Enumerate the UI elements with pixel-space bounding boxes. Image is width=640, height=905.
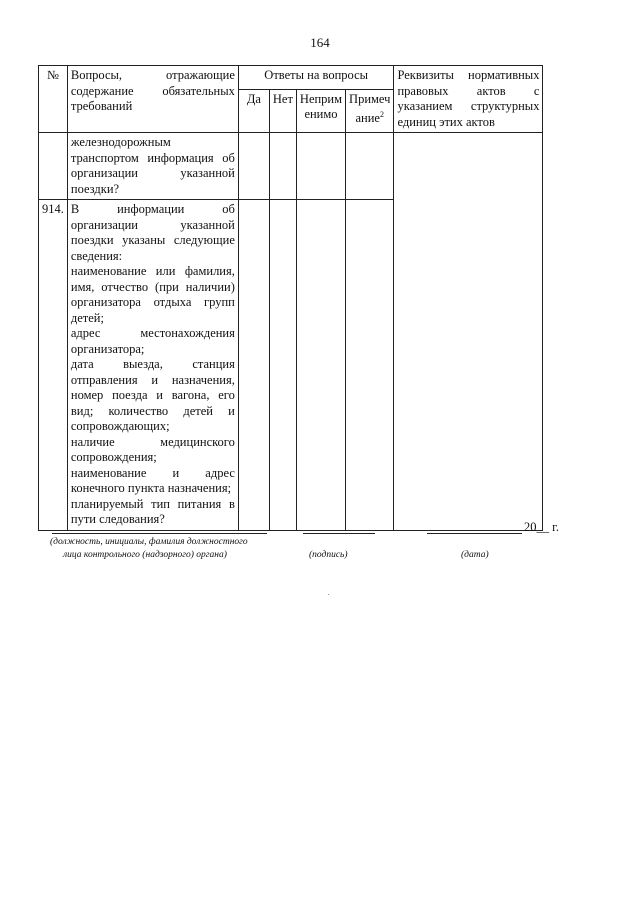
header-note bbox=[346, 89, 394, 132]
checklist-table bbox=[38, 65, 543, 531]
header-note-footnote: 2 bbox=[379, 110, 384, 120]
row-number bbox=[39, 133, 68, 200]
answer-yes-cell[interactable] bbox=[238, 133, 269, 200]
page-number: 164 bbox=[310, 35, 330, 50]
question-line: наименование и адрес конечного пункта назначения; bbox=[70, 465, 235, 495]
signature-line bbox=[303, 533, 375, 534]
answer-note-cell[interactable] bbox=[346, 200, 394, 531]
position-label: (должность, инициалы, фамилия должностного bbox=[50, 537, 248, 547]
row-question bbox=[67, 133, 238, 200]
answer-yes-cell[interactable] bbox=[238, 200, 269, 531]
answer-no-cell[interactable] bbox=[269, 133, 296, 200]
header-answers: Ответы на вопросы bbox=[238, 66, 394, 90]
header-no: Нет bbox=[269, 89, 296, 132]
date-year-suffix: 20__ г. bbox=[524, 520, 559, 534]
header-note-text: Примеч ание bbox=[349, 91, 391, 126]
position-label-2: лица контрольного (надзорного) органа) bbox=[63, 550, 227, 560]
question-line: наименование или фамилия, имя, отчество (при наличии) организатора отдыха групп детей; bbox=[70, 264, 235, 325]
date-label: (дата) bbox=[461, 550, 489, 560]
answer-note-cell[interactable] bbox=[346, 133, 394, 200]
table-row bbox=[39, 133, 543, 200]
answer-no-cell[interactable] bbox=[269, 200, 296, 531]
signature-label: (подпись) bbox=[309, 550, 348, 560]
header-requisites: Реквизиты нормативных правовых актов с указанием структурных единиц этих актов bbox=[394, 66, 543, 133]
answer-not-applicable-cell[interactable] bbox=[296, 133, 345, 200]
question-line: адрес местонахождения организатора; bbox=[70, 326, 235, 356]
header-yes: Да bbox=[238, 89, 269, 132]
answer-not-applicable-cell[interactable] bbox=[296, 200, 345, 531]
question-line: дата выезда, станция отправления и назначения, номер поезда и вагона, его вид; количество детей и сопровождающих; bbox=[70, 357, 235, 433]
position-line bbox=[52, 533, 267, 534]
question-line: наличие медицинского сопровождения; bbox=[70, 434, 235, 464]
date-line bbox=[427, 533, 522, 534]
question-line: железнодорожным транспортом информация об организации указанной поездки? bbox=[70, 135, 235, 196]
question-line: В информации об организации указанной поездки указаны следующие сведения: bbox=[70, 202, 235, 263]
header-not-applicable: Неприм енимо bbox=[296, 89, 345, 132]
row-question bbox=[67, 200, 238, 531]
requisites-cell bbox=[394, 133, 543, 531]
header-number: № bbox=[39, 66, 68, 133]
scan-artifact bbox=[328, 594, 329, 595]
row-number: 914. bbox=[39, 200, 68, 531]
header-question: Вопросы, отражающие содержание обязательных требований bbox=[67, 66, 238, 133]
question-line: планируемый тип питания в пути следования? bbox=[70, 496, 235, 526]
